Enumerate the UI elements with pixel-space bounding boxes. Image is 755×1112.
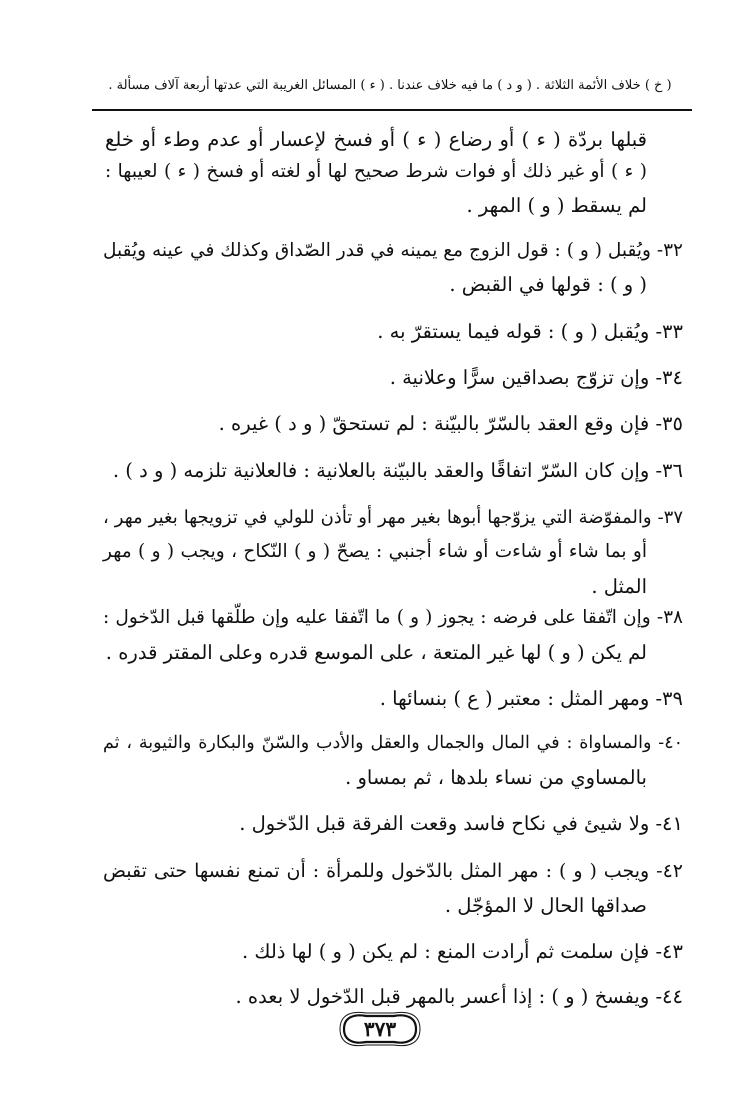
page-header: ( خ ) خلاف الأئمة الثلاثة . ( و د ) ما فيه خلاف عندنا . ( ء ) المسائل الغريبة التي عدتها أربعة آلاف مسألة .	[108, 78, 672, 93]
page-number-frame	[330, 1010, 430, 1048]
text-line: ٣٤- وإن تزوّج بصداقين سرًّا وعلانية .	[389, 366, 683, 389]
text-line: ٤٠- والمساواة : في المال والجمال والعقل والأدب والسّنّ والبكارة والثيوبة ، ثم	[103, 733, 683, 753]
text-line: قبلها بردّة ( ء ) أو رضاع ( ء ) أو فسخ لإعسار أو عدم وطء أو خلع	[105, 128, 647, 151]
text-line: ٤١- ولا شيئ في نكاح فاسد وقعت الفرقة قبل الدّخول .	[239, 812, 683, 835]
text-line: بالمساوي من نساء بلدها ، ثم بمساو .	[345, 766, 647, 789]
text-line: ٤٣- فإن سلمت ثم أرادت المنع : لم يكن ( و ) لها ذلك .	[241, 940, 683, 963]
text-line: ٣٢- ويُقبل ( و ) : قول الزوج مع يمينه في قدر الصّداق وكذلك في عينه ويُقبل	[103, 240, 683, 261]
text-line: ٣٨- وإن اتّفقا على فرضه : يجوز ( و ) ما اتّفقا عليه وإن طلّقها قبل الدّخول :	[103, 607, 683, 628]
text-line: ٤٤- ويفسخ ( و ) : إذا أعسر بالمهر قبل الدّخول لا بعده .	[235, 985, 683, 1008]
text-line: لم يسقط ( و ) المهر .	[466, 194, 647, 217]
text-line: ٣٥- فإن وقع العقد بالسّرّ بالبيّنة : لم تستحقّ ( و د ) غيره .	[218, 412, 683, 435]
text-line: ٣٧- والمفوّضة التي يزوّجها أبوها بغير مهر أو تأذن للولي في تزويجها بغير مهر ،	[103, 507, 683, 528]
text-line: ٤٢- ويجب ( و ) : مهر المثل بالدّخول وللمرأة : أن تمنع نفسها حتى تقبض	[103, 860, 683, 882]
text-line: ( ء ) أو غير ذلك أو فوات شرط صحيح لها أو لغته أو فسخ ( ء ) لعيبها :	[105, 161, 647, 182]
text-line: لم يكن ( و ) لها غير المتعة ، على الموسع قدره وعلى المقتر قدره .	[105, 641, 647, 664]
text-line: ٣٦- وإن كان السّرّ اتفاقًا والعقد بالبيّنة بالعلانية : فالعلانية تلزمه ( و د ) .	[112, 459, 683, 482]
text-line: ( و ) : قولها في القبض .	[449, 273, 647, 296]
text-line: ٣٩- ومهر المثل : معتبر ( ع ) بنسائها .	[379, 687, 683, 710]
text-line: صداقها الحال لا المؤجّل .	[444, 894, 647, 917]
text-line: أو بما شاء أو شاءت أو شاء أجنبي : يصحّ ( و ) النّكاح ، ويجب ( و ) مهر	[103, 541, 647, 562]
text-line: المثل .	[591, 575, 647, 598]
header-divider	[92, 109, 692, 111]
page-number: ٣٧٣	[363, 1017, 397, 1041]
text-line: ٣٣- ويُقبل ( و ) : قوله فيما يستقرّ به .	[377, 320, 683, 343]
